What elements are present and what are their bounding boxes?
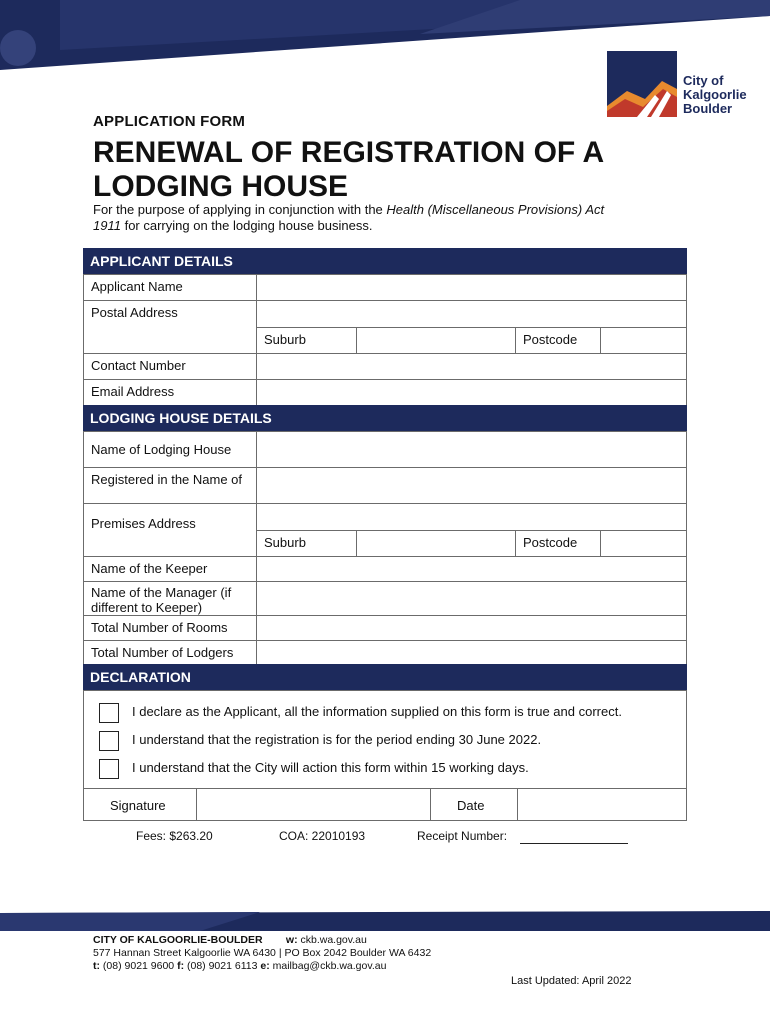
- date-field[interactable]: [517, 788, 687, 821]
- declaration-checkbox-1[interactable]: [99, 703, 119, 723]
- postal-suburb-label: Suburb: [256, 327, 357, 354]
- declaration-item-1: I declare as the Applicant, all the information supplied on this form is true and correct.: [132, 704, 622, 719]
- applicant-name-field[interactable]: [256, 274, 687, 301]
- premises-suburb-label: Suburb: [256, 530, 357, 557]
- receipt-number-label: Receipt Number:: [417, 829, 508, 843]
- total-rooms-label: Total Number of Rooms: [83, 615, 257, 641]
- coa-code: COA: 22010193: [279, 829, 366, 843]
- signature-field[interactable]: [196, 788, 431, 821]
- registered-name-label: Registered in the Name of: [83, 467, 257, 504]
- intro-text: For the purpose of applying in conjunction with the Health (Miscellaneous Provisions) Act 1911 for carrying on the lodging house business.: [93, 202, 605, 233]
- keeper-name-field[interactable]: [256, 556, 687, 582]
- date-label: Date: [430, 788, 518, 821]
- declaration-item-3: I understand that the City will action this form within 15 working days.: [132, 760, 529, 775]
- total-rooms-field[interactable]: [256, 615, 687, 641]
- lodging-house-name-field[interactable]: [256, 431, 687, 468]
- contact-number-label: Contact Number: [83, 353, 257, 380]
- premises-postcode-label: Postcode: [515, 530, 601, 557]
- applicant-details-heading: APPLICANT DETAILS: [83, 248, 687, 274]
- registered-name-field[interactable]: [256, 467, 687, 504]
- total-lodgers-label: Total Number of Lodgers: [83, 640, 257, 666]
- manager-name-field[interactable]: [256, 581, 687, 616]
- postal-postcode-field[interactable]: [600, 327, 687, 354]
- applicant-name-label: Applicant Name: [83, 274, 257, 301]
- postal-address-label: Postal Address: [83, 300, 257, 354]
- lodging-house-details-heading: LODGING HOUSE DETAILS: [83, 405, 687, 431]
- city-logo-text: City of Kalgoorlie Boulder: [683, 73, 747, 116]
- declaration-checkbox-2[interactable]: [99, 731, 119, 751]
- premises-suburb-field[interactable]: [356, 530, 516, 557]
- keeper-name-label: Name of the Keeper: [83, 556, 257, 582]
- premises-address-label: Premises Address: [83, 503, 257, 557]
- fees-amount: Fees: $263.20: [136, 829, 213, 843]
- postal-suburb-field[interactable]: [356, 327, 516, 354]
- postal-address-field[interactable]: [256, 300, 687, 328]
- lodging-house-name-label: Name of Lodging House: [83, 431, 257, 468]
- declaration-heading: DECLARATION: [83, 664, 687, 690]
- total-lodgers-field[interactable]: [256, 640, 687, 666]
- declaration-panel: [83, 690, 687, 790]
- page-title: RENEWAL OF REGISTRATION OF A LODGING HOUSE: [93, 136, 605, 203]
- footer-band: [0, 911, 770, 931]
- declaration-checkbox-3[interactable]: [99, 759, 119, 779]
- manager-name-label: Name of the Manager (if different to Keeper): [83, 581, 257, 616]
- last-updated: Last Updated: April 2022: [511, 975, 632, 987]
- form-type-label: APPLICATION FORM: [93, 113, 246, 130]
- contact-number-field[interactable]: [256, 353, 687, 380]
- postal-postcode-label: Postcode: [515, 327, 601, 354]
- receipt-number-field[interactable]: [520, 843, 628, 844]
- email-address-label: Email Address: [83, 379, 257, 406]
- premises-postcode-field[interactable]: [600, 530, 687, 557]
- email-address-field[interactable]: [256, 379, 687, 406]
- city-logo-mark: [607, 51, 677, 117]
- premises-address-field[interactable]: [256, 503, 687, 531]
- footer-contact: CITY OF KALGOORLIE-BOULDER w: ckb.wa.gov.au 577 Hannan Street Kalgoorlie WA 6430 | PO Box 2042 Boulder WA 6432 t: (08) 9021 9600 f: (08) 9021 6113 e: mailbag@ckb.wa.gov.au: [93, 934, 432, 972]
- declaration-item-2: I understand that the registration is for the period ending 30 June 2022.: [132, 732, 542, 747]
- signature-label: Signature: [83, 788, 197, 821]
